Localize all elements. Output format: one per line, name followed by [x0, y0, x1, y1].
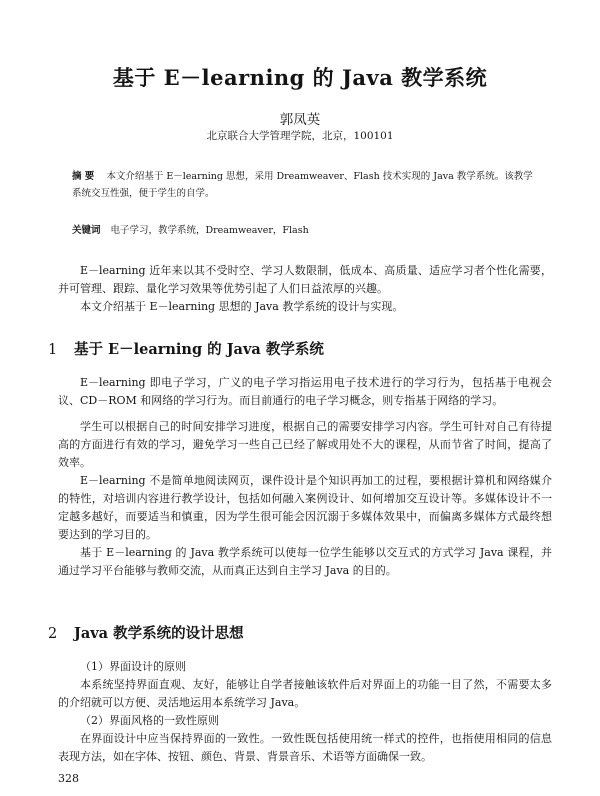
section-2-title: Java 教学系统的设计思想 [74, 625, 244, 642]
intro-paragraph: 本文介绍基于 E－learning 思想的 Java 教学系统的设计与实现。 [80, 300, 404, 313]
author-name: 郭凤英 [279, 112, 321, 128]
page-number: 328 [58, 772, 79, 785]
author-affiliation: 北京联合大学管理学院，北京，100101 [206, 130, 394, 142]
section-1-heading [48, 338, 548, 359]
section-1-body [58, 374, 552, 580]
section-2-heading [48, 622, 548, 643]
abstract-text: 本文介绍基于 E－learning 思想，采用 Dreamweaver、Flash 技术实现的 Java 教学系统。该教学系统交互性强，便于学生的自学。 [72, 171, 533, 199]
intro-paragraph: E－learning 近年来以其不受时空、学习人数限制，低成本、高质量、适应学习者个性化需要，并可管理、跟踪、量化学习效果等优势引起了人们日益浓厚的兴趣。 [58, 264, 552, 295]
paper-title: 基于 E－learning 的 Java 教学系统 [112, 65, 488, 90]
section-2-number: 2 [48, 626, 58, 642]
keywords-label: 关键词 [72, 225, 101, 236]
section-2-paragraph: 本系统坚持界面直观、友好，能够让自学者接触该软件后对界面上的功能一目了然，不需要太多的介绍就可以方便、灵活地运用本系统学习 Java。 [58, 678, 552, 709]
subsection-heading: （1）界面设计的原则 [80, 660, 186, 673]
section-1-paragraph: E－learning 不是简单地阅读网页，课件设计是个知识再加工的过程，要根据计算机和网络媒介的特性，对培训内容进行教学设计，包括如何融入案例设计、如何增加交互设计等。多媒体设计不一定越多越好，而要适当和慎重，因为学生很可能会因沉溺于多媒体效果中，而偏离多媒体方式最终想要达到的学习目的。 [58, 474, 552, 541]
intro-section [58, 262, 552, 316]
section-1-paragraph: 基于 E－learning 的 Java 教学系统可以使每一位学生能够以交互式的方式学习 Java 课程，并通过学习平台能够与教师交流，从而真正达到自主学习 Java 的目的。 [58, 546, 552, 577]
subsection-heading: （2）界面风格的一致性原则 [80, 714, 219, 727]
section-2-paragraph: 在界面设计中应当保持界面的一致性。一致性既包括使用统一样式的控件，也指使用相同的信息表现方法，如在字体、按钮、颜色、背景、背景音乐、术语等方面确保一致。 [58, 732, 552, 763]
keywords-text: 电子学习，教学系统，Dreamweaver，Flash [110, 225, 309, 236]
keywords [72, 222, 534, 239]
section-1-number: 1 [48, 342, 58, 358]
abstract [72, 168, 534, 202]
section-2-body [58, 658, 552, 766]
section-1-paragraph: E－learning 即电子学习，广义的电子学习指运用电子技术进行的学习行为，包括基于电视会议、CD－ROM 和网络的学习行为。而目前通行的电子学习概念，则专指基于网络的学习。 [58, 376, 552, 407]
abstract-label: 摘 要 [72, 171, 95, 182]
section-1-paragraph: 学生可以根据自己的时间安排学习进度，根据自己的需要安排学习内容。学生可针对自己有待提高的方面进行有效的学习，避免学习一些自己已经了解或用处不大的课程，从而节省了时间，提高了效率。 [58, 420, 552, 469]
section-1-title: 基于 E－learning 的 Java 教学系统 [74, 341, 324, 358]
